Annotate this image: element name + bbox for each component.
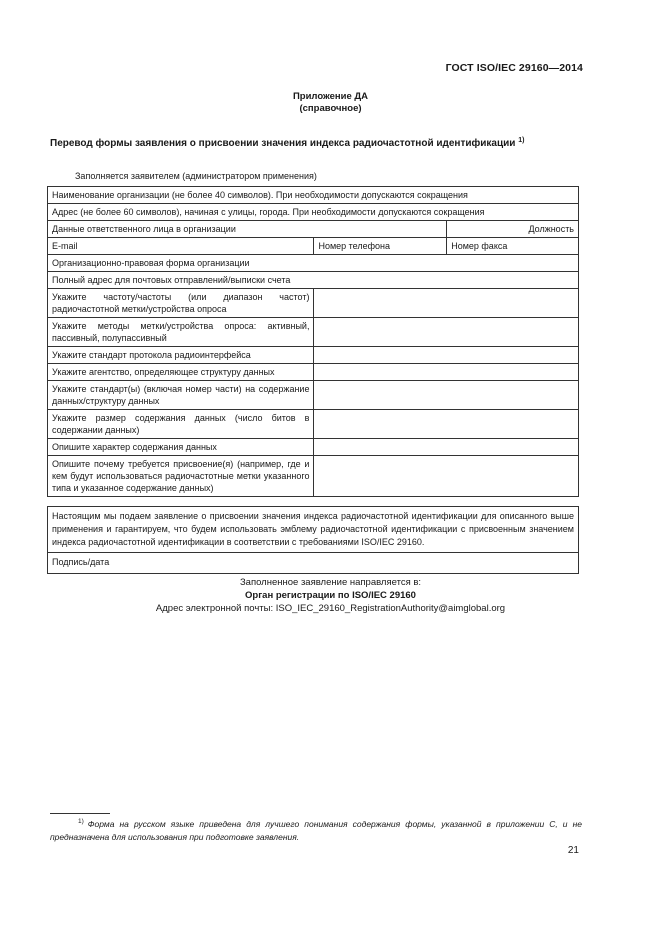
form-title-text: Перевод формы заявления о присвоении значения индекса радиочастотной идентификации (50, 138, 516, 149)
table-row (48, 289, 579, 318)
declaration-text: Настоящим мы подаем заявление о присвоении значения индекса радиочастотной идентификации для описанного выше применения и гарантируем, что будем использовать эмблему радиочастотной идентификации с присвоенным значением индекса радиочастотной идентификации в соответствии с требованиями ISO/IEC 29160. (48, 507, 578, 553)
postal-address-field[interactable]: Полный адрес для почтовых отправлений/выписки счета (48, 272, 579, 289)
legal-form-field[interactable]: Организационно-правовая форма организации (48, 255, 579, 272)
phone-field[interactable]: Номер телефона (314, 238, 447, 255)
registration-email: Адрес электронной почты: ISO_IEC_29160_RegistrationAuthority@aimglobal.org (155, 603, 506, 614)
question-label: Укажите стандарт протокола радиоинтерфейса (48, 347, 314, 364)
answer-field[interactable] (314, 456, 579, 497)
submission-info (0, 576, 661, 615)
answer-field[interactable] (314, 439, 579, 456)
email-field[interactable]: E-mail (48, 238, 314, 255)
contact-field[interactable]: Данные ответственного лица в организации (48, 221, 447, 238)
answer-field[interactable] (314, 318, 579, 347)
table-row (48, 347, 579, 364)
table-row (48, 221, 579, 238)
footnote (50, 815, 582, 844)
declaration-box (47, 506, 579, 574)
org-name-field[interactable]: Наименование организации (не более 40 символов). При необходимости допускаются сокращения (48, 187, 579, 204)
fill-note: Заполняется заявителем (администратором применения) (75, 171, 317, 181)
table-row (48, 318, 579, 347)
footnote-divider (50, 813, 110, 814)
answer-field[interactable] (314, 289, 579, 318)
annex-heading (0, 91, 661, 115)
footnote-marker: 1) (78, 818, 84, 825)
send-to-line: Заполненное заявление направляется в: (239, 577, 422, 588)
table-row (48, 272, 579, 289)
footnote-text: Форма на русском языке приведена для лучшего понимания содержания формы, указанной в приложении С, и не предназначена для использования при подготовке заявления. (50, 819, 582, 842)
table-row (48, 456, 579, 497)
footnote-ref: 1) (518, 137, 525, 144)
annex-subtitle: (справочное) (299, 103, 362, 114)
table-row (48, 364, 579, 381)
question-label: Укажите частоту/частоты (или диапазон частот) радиочастотной метки/устройства опроса (48, 289, 314, 318)
address-field[interactable]: Адрес (не более 60 символов), начиная с улицы, города. При необходимости допускаются сокращения (48, 204, 579, 221)
answer-field[interactable] (314, 347, 579, 364)
question-label: Укажите стандарт(ы) (включая номер части) на содержание данных/структуру данных (48, 381, 314, 410)
signature-date-field[interactable]: Подпись/дата (52, 557, 110, 567)
answer-field[interactable] (314, 410, 579, 439)
table-row (48, 255, 579, 272)
annex-title: Приложение ДА (292, 91, 369, 102)
document-code: ГОСТ ISO/IEC 29160—2014 (445, 62, 583, 74)
question-label: Опишите почему требуется присвоение(я) (например, где и кем будут использоваться радиочастотные метки указанного типа и указанное содержание данных) (48, 456, 314, 497)
question-label: Укажите размер содержания данных (число битов в содержании данных) (48, 410, 314, 439)
table-row (48, 381, 579, 410)
registration-authority: Орган регистрации по ISO/IEC 29160 (245, 590, 416, 601)
table-row (48, 187, 579, 204)
fax-field[interactable]: Номер факса (447, 238, 579, 255)
answer-field[interactable] (314, 381, 579, 410)
question-label: Укажите агентство, определяющее структуру данных (48, 364, 314, 381)
table-row (48, 238, 579, 255)
form-title (50, 134, 611, 150)
question-label: Опишите характер содержания данных (48, 439, 314, 456)
page-number: 21 (567, 845, 579, 856)
application-form-table (47, 186, 579, 497)
position-field[interactable]: Должность (447, 221, 579, 238)
question-label: Укажите методы метки/устройства опроса: активный, пассивный, полупассивный (48, 318, 314, 347)
table-row (48, 410, 579, 439)
answer-field[interactable] (314, 364, 579, 381)
table-row (48, 439, 579, 456)
table-row (48, 204, 579, 221)
